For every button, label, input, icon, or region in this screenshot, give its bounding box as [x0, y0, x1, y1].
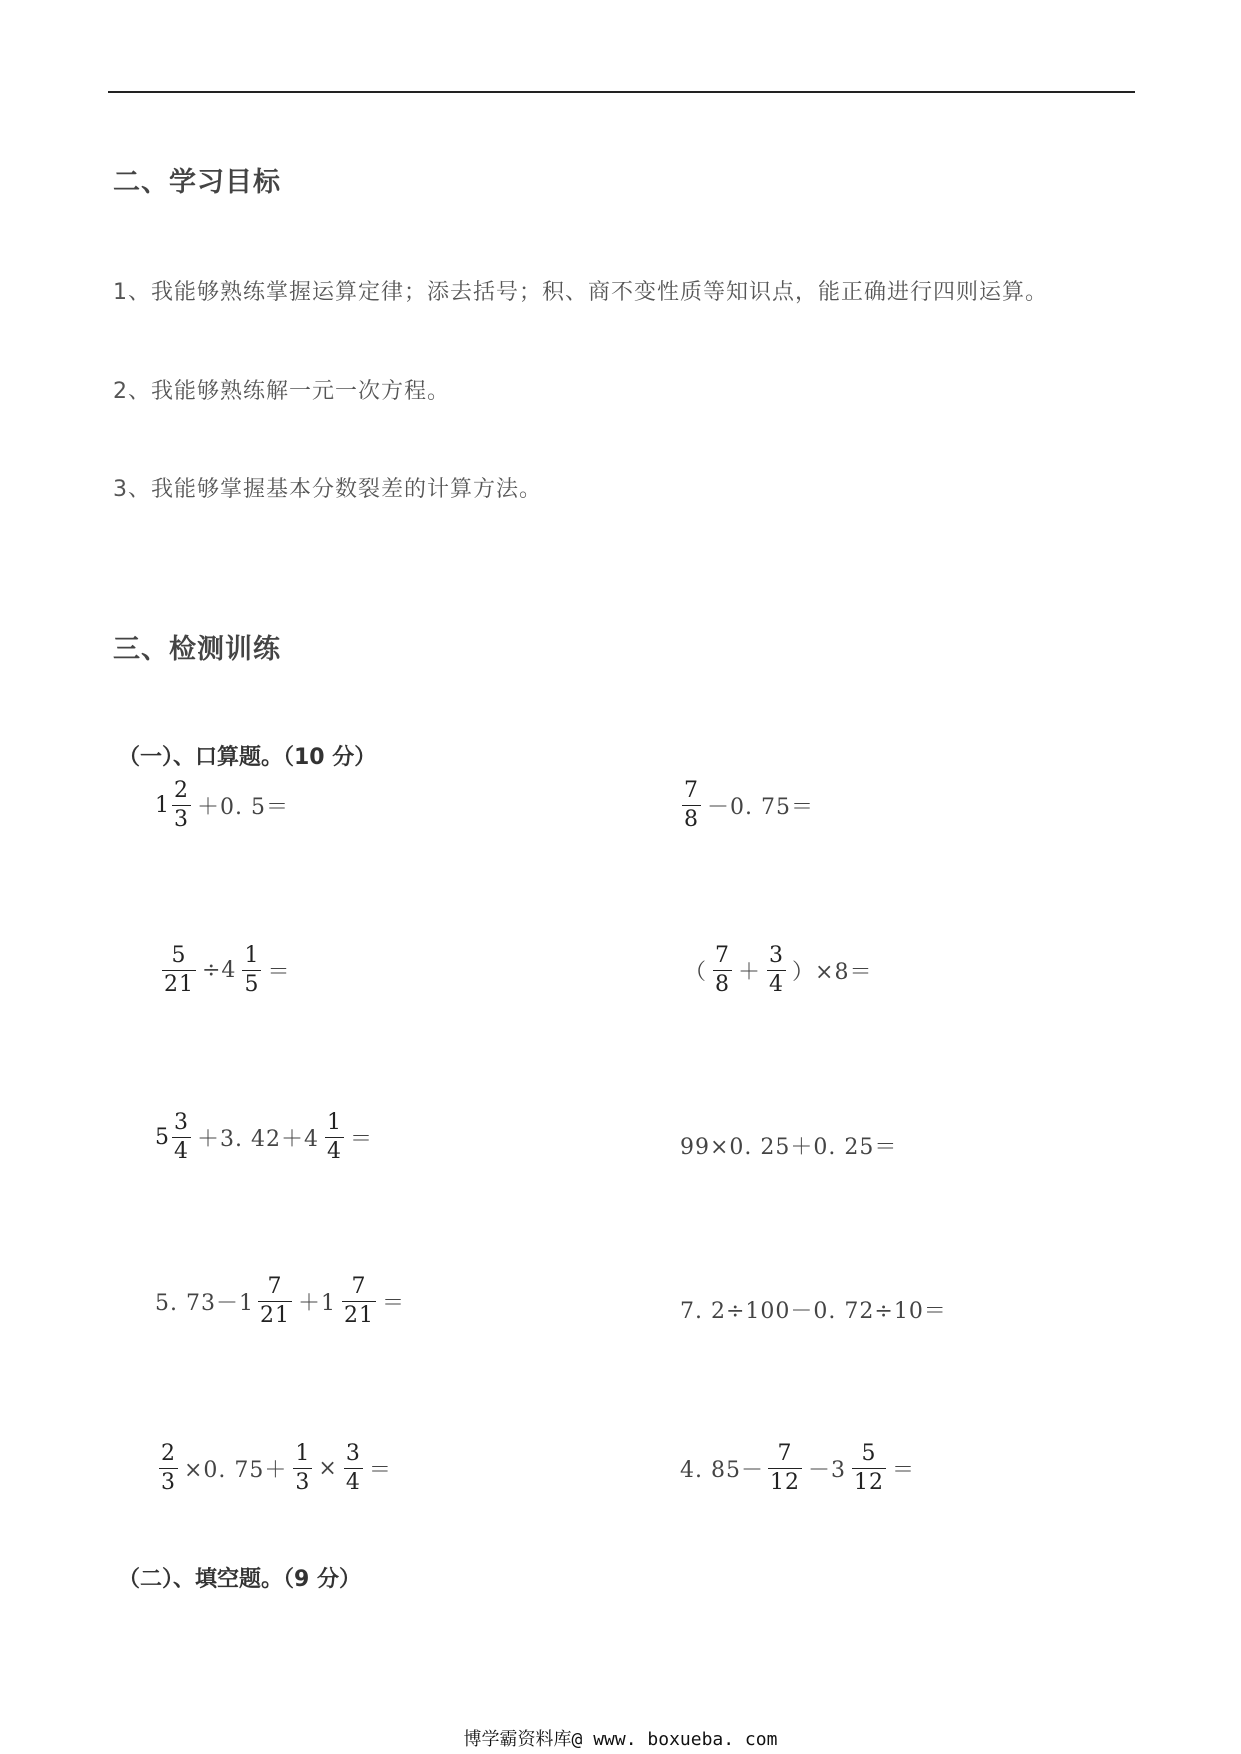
- expression-text: ＝: [381, 1291, 405, 1316]
- expression-text: ＝: [891, 1458, 915, 1483]
- fraction: [342, 1276, 376, 1327]
- part-title-fill-in: （二）、填空题。（9 分）: [118, 1567, 361, 1592]
- open-paren: （: [684, 960, 708, 985]
- fraction: [159, 1443, 178, 1494]
- denominator: 4: [174, 1139, 189, 1164]
- expression-text: 7. 2÷100－0. 72÷10＝: [680, 1299, 947, 1324]
- problem-1: [155, 780, 291, 831]
- expression-text: ＋: [738, 960, 762, 985]
- denominator: 5: [244, 972, 260, 997]
- denominator: 21: [259, 1303, 290, 1328]
- fraction: [768, 1443, 802, 1494]
- numerator: 1: [244, 943, 260, 968]
- fraction: [682, 780, 701, 831]
- goal-item-1: 1、我能够熟练掌握运算定律；添去括号；积、商不变性质等知识点，能正确进行四则运算。: [113, 280, 1049, 305]
- goal-item-2: 2、我能够熟练解一元一次方程。: [113, 379, 450, 404]
- denominator: 3: [295, 1470, 311, 1495]
- expression-text: ＝: [368, 1458, 392, 1483]
- expression-text: ＝: [267, 960, 291, 985]
- fraction: [852, 1443, 886, 1494]
- denominator: 21: [343, 1303, 374, 1328]
- fraction: [767, 945, 786, 996]
- problem-4: [682, 945, 874, 996]
- problem-6: [680, 1130, 897, 1161]
- fraction: [713, 945, 732, 996]
- fraction: [293, 1443, 312, 1494]
- fraction: [172, 780, 191, 831]
- expression-text: －3: [807, 1458, 846, 1483]
- whole-number: 5: [155, 1125, 170, 1150]
- numerator: 3: [345, 1441, 361, 1466]
- expression-text: 4. 85－: [680, 1458, 764, 1483]
- fraction: [258, 1276, 292, 1327]
- problem-9: [155, 1443, 394, 1494]
- problem-2: [678, 780, 816, 831]
- expression-text: ）×8＝: [792, 960, 873, 985]
- section-title-practice: 三、检测训练: [113, 634, 281, 665]
- part-title-mental-math: （一）、口算题。（10 分）: [118, 745, 377, 770]
- numerator: 5: [861, 1441, 877, 1466]
- expression-text: ＋1: [297, 1291, 336, 1316]
- expression-text: 5. 73－1: [155, 1291, 254, 1316]
- numerator: 7: [715, 943, 731, 968]
- denominator: 3: [161, 1470, 176, 1495]
- fraction: [172, 1112, 191, 1163]
- fraction: [344, 1443, 363, 1494]
- footer-watermark: 博学霸资料库@ www. boxueba. com: [463, 1729, 778, 1750]
- denominator: 8: [715, 972, 731, 997]
- fraction: [242, 945, 261, 996]
- numerator: 3: [174, 1110, 189, 1135]
- problem-3: [158, 945, 292, 996]
- expression-text: ×: [318, 1456, 338, 1481]
- denominator: 12: [853, 1470, 884, 1495]
- numerator: 3: [769, 943, 785, 968]
- numerator: 7: [267, 1274, 283, 1299]
- numerator: 5: [171, 943, 187, 968]
- denominator: 12: [769, 1470, 800, 1495]
- problem-10: [680, 1443, 917, 1494]
- numerator: 7: [351, 1274, 367, 1299]
- section-title-goals: 二、学习目标: [113, 167, 281, 198]
- denominator: 4: [345, 1470, 361, 1495]
- problem-5: [155, 1112, 375, 1163]
- expression-text: ×0. 75＋: [184, 1458, 288, 1483]
- numerator: 7: [777, 1441, 793, 1466]
- problem-8: [680, 1294, 947, 1325]
- denominator: 3: [174, 807, 189, 832]
- numerator: 2: [161, 1441, 176, 1466]
- expression-text: 99×0. 25＋0. 25＝: [680, 1135, 898, 1160]
- denominator: 8: [684, 807, 699, 832]
- fraction: [325, 1112, 344, 1163]
- denominator: 21: [164, 972, 194, 997]
- header-rule: [108, 91, 1135, 93]
- numerator: 2: [174, 778, 189, 803]
- expression-text: ÷4: [202, 958, 237, 983]
- numerator: 1: [326, 1110, 342, 1135]
- denominator: 4: [326, 1139, 342, 1164]
- numerator: 1: [295, 1441, 311, 1466]
- goal-item-3: 3、我能够掌握基本分数裂差的计算方法。: [113, 477, 542, 502]
- denominator: 4: [769, 972, 785, 997]
- expression-text: －0. 75＝: [707, 795, 814, 820]
- whole-number: 1: [155, 793, 170, 818]
- expression-text: ＋0. 5＝: [197, 795, 289, 820]
- expression-text: ＝: [349, 1127, 373, 1152]
- numerator: 7: [684, 778, 699, 803]
- expression-text: ＋3. 42＋4: [197, 1127, 319, 1152]
- fraction: [162, 945, 196, 996]
- problem-7: [155, 1276, 407, 1327]
